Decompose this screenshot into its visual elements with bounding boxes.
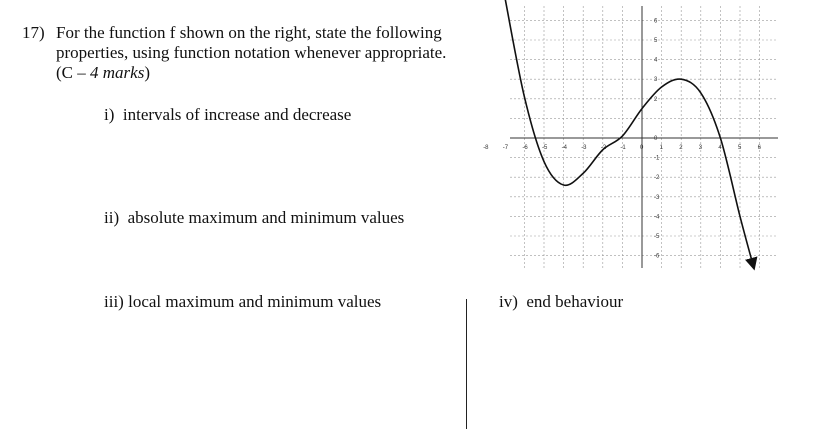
grid <box>510 6 778 268</box>
y-tick-label: 0 <box>654 136 658 142</box>
part-iv-text: end behaviour <box>526 292 624 311</box>
x-tick-label: 5 <box>738 145 742 151</box>
x-tick-label: -7 <box>502 145 509 151</box>
x-tick-label: 2 <box>679 145 683 151</box>
x-tick-label: -2 <box>600 145 607 151</box>
axes <box>510 6 778 268</box>
x-tick-label: -3 <box>581 145 587 151</box>
y-tick-label: 5 <box>654 38 658 44</box>
part-ii-text: absolute maximum and minimum values <box>127 208 405 227</box>
x-tick-label: 4 <box>718 145 722 151</box>
marks-open: (C – <box>56 63 90 82</box>
prompt-line-2: properties, using function notation whenever appropriate. <box>56 43 447 62</box>
x-tick-label: -4 <box>561 145 567 151</box>
y-tick-label: 3 <box>654 77 658 84</box>
y-tick-label: 6 <box>654 18 658 25</box>
part-ii-label: ii) <box>104 208 120 227</box>
x-tick-label: -1 <box>620 145 626 151</box>
marks-text: 4 marks <box>90 63 145 82</box>
part-iii-text: local maximum and minimum values <box>128 292 382 311</box>
x-tick-label: -5 <box>542 145 548 151</box>
part-iii-label: iii) <box>104 292 124 311</box>
y-tick-label: -4 <box>654 214 660 221</box>
x-tick-label: -6 <box>522 145 528 151</box>
y-tick-label: -5 <box>654 234 660 240</box>
question-number: 17) <box>22 23 45 42</box>
x-tick-label: 3 <box>698 145 703 151</box>
y-tick-label: -6 <box>654 253 660 260</box>
marks-close: ) <box>144 63 150 82</box>
part-i-text: intervals of increase and decrease <box>122 105 352 124</box>
part-iv-label: iv) <box>499 292 518 311</box>
y-tick-label: 4 <box>654 57 658 64</box>
x-tick-label: 0 <box>640 145 644 151</box>
x-tick-label: -8 <box>483 145 489 151</box>
y-tick-label: -2 <box>654 175 660 182</box>
x-tick-label: 6 <box>757 145 761 151</box>
part-i-label: i) <box>104 105 115 124</box>
prompt-line-1: For the function f shown on the right, state the following <box>56 23 442 42</box>
x-tick-label: 1 <box>659 145 663 151</box>
y-tick-label: 2 <box>654 96 658 103</box>
y-tick-label: -3 <box>654 194 660 201</box>
y-tick-label: -1 <box>654 155 660 162</box>
